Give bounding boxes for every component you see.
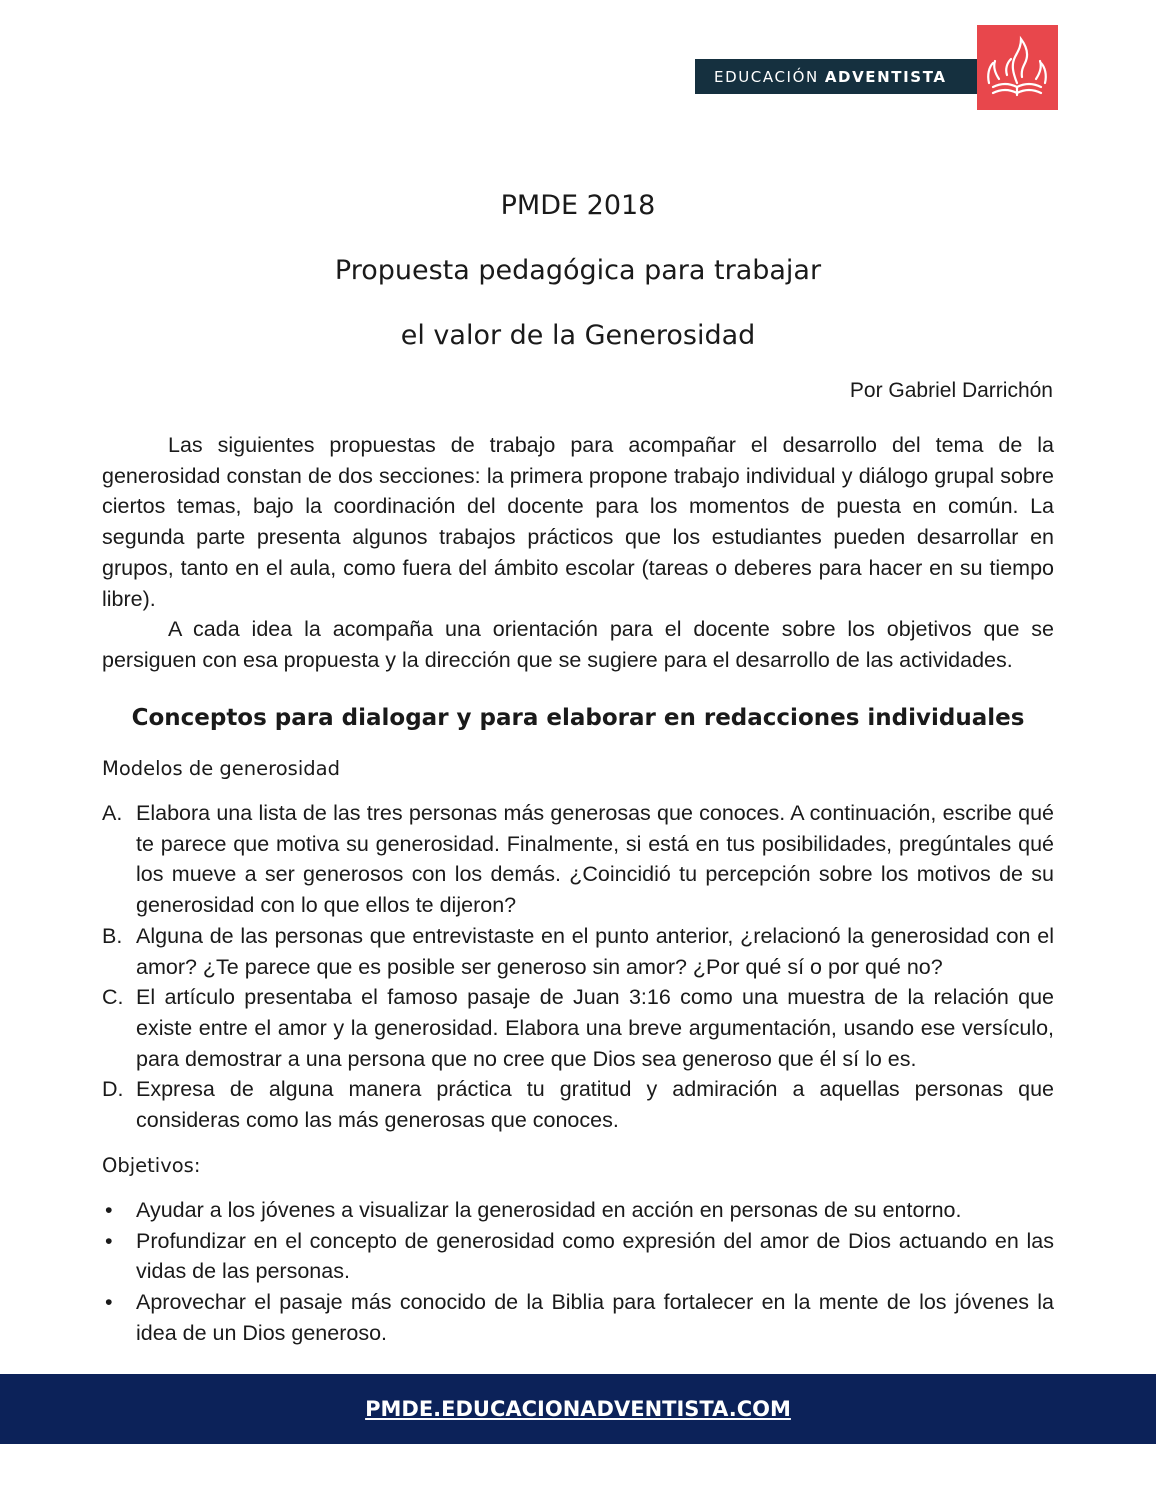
footer-banner <box>0 1374 1156 1444</box>
list-item <box>102 1287 1054 1348</box>
intro-text <box>102 430 1054 676</box>
objectives-heading-text: Objetivos <box>102 1154 194 1177</box>
list-marker: A. <box>102 801 123 825</box>
list-item <box>102 1195 1054 1226</box>
bullet-icon: • <box>105 1198 113 1222</box>
objectives-list <box>102 1195 1054 1349</box>
list-marker: C. <box>102 985 124 1010</box>
objectives-heading-colon: : <box>193 1154 201 1177</box>
intro-paragraph: Las siguientes propuestas de trabajo para acompañar el desarrollo del tema de la generosidad constan de dos secciones: la primera propone trabajo individual y diálogo grupal sobre ciertos temas, bajo la coordinación del docente para los momentos de puesta en común. La segunda parte presenta algunos trabajos prácticos que los estudiantes pueden desarrollar en grupos, tanto en el aula, como fuera del ámbito escolar (tareas o deberes para hacer en su tiempo libre). <box>102 433 1054 611</box>
document-title-line-1: Propuesta pedagógica para trabajar <box>334 255 822 286</box>
list-item-text: Alguna de las personas que entrevistaste en el punto anterior, ¿relacionó la generosidad con el amor? ¿Te parece que es posible ser generoso sin amor? ¿Por qué sí o por qué no? <box>136 923 1054 979</box>
logo-text-light: EDUCACIÓN <box>714 67 819 86</box>
list-item-text: Expresa de alguna manera práctica tu gratitud y admiración a aquellas personas que consideras como las más generosas que conoces. <box>136 1077 1054 1133</box>
bullet-icon: • <box>105 1228 113 1253</box>
list-item <box>102 921 1054 982</box>
list-item <box>102 798 1054 921</box>
list-item-text: Elabora una lista de las tres personas más generosas que conoces. A continuación, escribe qué te parece que motiva su generosidad. Finalmente, si está en tus posibilidades, pregúntales qué los mueve a ser generosos con los demás. ¿Coincidió tu percepción sobre los motivos de su generosidad con lo que ellos te dijeron? <box>136 801 1054 918</box>
models-heading: Modelos de generosidad <box>102 757 340 780</box>
author-byline: Por Gabriel Darrichón <box>849 379 1053 402</box>
logo-text-bold: ADVENTISTA <box>824 67 947 86</box>
logo-wordmark <box>695 59 977 94</box>
list-marker: D. <box>102 1077 124 1102</box>
footer-website-link[interactable]: PMDE.EDUCACIONADVENTISTA.COM <box>365 1397 791 1421</box>
bullet-icon: • <box>105 1290 113 1315</box>
document-title-year: PMDE 2018 <box>500 190 656 221</box>
list-item-text: Profundizar en el concepto de generosidad como expresión del amor de Dios actuando en las vidas de las personas. <box>136 1228 1054 1284</box>
adventist-flame-bible-icon <box>977 25 1058 110</box>
list-item <box>102 1074 1054 1135</box>
section-heading: Conceptos para dialogar y para elaborar en redacciones individuales <box>131 705 1025 731</box>
list-item-text: El artículo presentaba el famoso pasaje de Juan 3:16 como una muestra de la relación que existe entre el amor y la generosidad. Elabora una breve argumentación, usando ese versículo, para demostrar a una persona que no cree que Dios sea generoso que él sí lo es. <box>136 985 1054 1071</box>
list-item-text: Aprovechar el pasaje más conocido de la Biblia para fortalecer en la mente de los jóvenes la idea de un Dios generoso. <box>136 1290 1054 1345</box>
list-item <box>102 982 1054 1074</box>
objectives-heading <box>102 1154 200 1177</box>
intro-paragraph: A cada idea la acompaña una orientación para el docente sobre los objetivos que se persiguen con esa propuesta y la dirección que se sugiere para el desarrollo de las actividades. <box>102 617 1054 672</box>
list-item <box>102 1226 1054 1287</box>
document-title-line-2: el valor de la Generosidad <box>400 320 756 351</box>
list-marker: B. <box>102 923 123 948</box>
brand-logo <box>695 25 1058 110</box>
activities-list <box>102 798 1054 1136</box>
list-item-text: Ayudar a los jóvenes a visualizar la generosidad en acción en personas de su entorno. <box>136 1198 962 1222</box>
